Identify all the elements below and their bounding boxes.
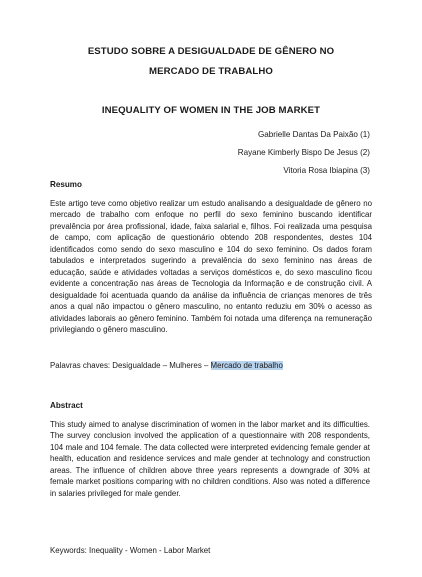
resumo-paragraph: Este artigo teve como objetivo realizar um estudo analisando a desigualdade de gênero no mercado de trabalho com enfoque no perfil do sexo feminino buscando identificar prevalência por área profissional, idade, faixa salarial e, filhos. Foi realizada uma pesquisa de campo, com aplicação de questionário obtendo 208 respondentes, destes 104 identificados como sendo do sexo masculino e 104 do sexo feminino. Os dados foram tabulados e interpretados sugerindo a prevalência do sexo feminino nas áreas de educação, saúde e atividades voltadas a serviços domésticos e, do sexo masculino ficou evidente a concentração nas áreas de Tecnologia da Informação e de construção civil. A desigualdade foi acentuada quando da análise da influência de crianças menores de três anos a qual não impactou o gênero masculino, no entanto reduziu em 30% o acesso as atividades laborais ao gênero feminino. Também foi notada uma diferença na remuneração privilegiando o gênero masculino. — [50, 199, 372, 334]
author-1: Gabrielle Dantas Da Paixão (1) — [257, 130, 370, 139]
author-3: Vitoria Rosa Ibiapina (3) — [283, 166, 370, 175]
abstract-paragraph: This study aimed to analyse discrimination of women in the labor market and its difficulties. The survey conclusion involved the application of a questionnaire with 208 respondents, 104 male and 104 female. The data collected were interpreted evidencing female gender at health, education and residence services and male gender at technology and construction areas. The influence of children above three years represents a downgrade of 30% at female market positions comparing with no children conditions. Also was noted a difference in salaries privileged for male gender. — [50, 420, 370, 498]
author-list — [238, 126, 370, 180]
author-2: Rayane Kimberly Bispo De Jesus (2) — [237, 148, 370, 157]
keywords-english: Keywords: Inequality - Women - Labor Market — [50, 546, 211, 555]
palavras-chaves-prefix: Palavras chaves: Desigualdade – Mulheres – — [50, 361, 211, 370]
title-portuguese — [50, 42, 372, 82]
title-portuguese-line-1: ESTUDO SOBRE A DESIGUALDADE DE GÊNERO NO — [87, 46, 335, 57]
title-portuguese-line-2: MERCADO DE TRABALHO — [149, 66, 273, 77]
selected-text-highlight[interactable]: Mercado de trabalho — [210, 361, 283, 370]
resumo-heading: Resumo — [50, 180, 82, 189]
title-english: INEQUALITY OF WOMEN IN THE JOB MARKET — [101, 105, 321, 116]
palavras-chaves — [50, 361, 283, 371]
abstract-heading: Abstract — [50, 401, 83, 410]
